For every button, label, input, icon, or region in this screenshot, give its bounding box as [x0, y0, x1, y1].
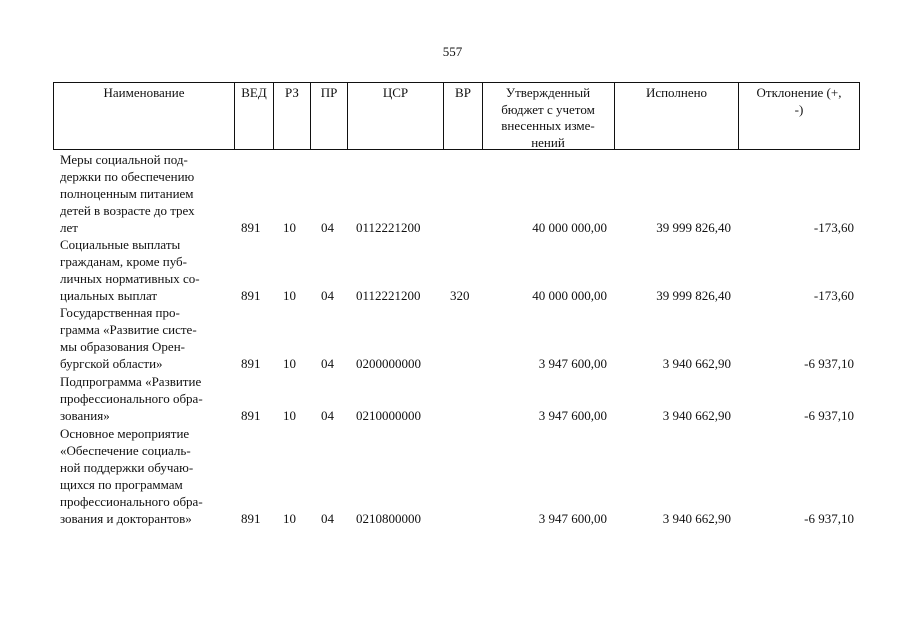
header-deviation: Отклонение (+, -) — [756, 85, 842, 117]
row-name: Социальные выплаты гражданам, кроме пуб- личных нормативных со- циальных выплат — [60, 237, 200, 303]
row-rz: 10 — [283, 288, 296, 303]
row-name: Основное мероприятие «Обеспечение социаль- ной поддержки обучаю- щихся по программам профессионального обра- зования и докторантов» — [60, 426, 203, 526]
row-csr: 0112221200 — [356, 220, 421, 235]
row-deviation: -173,60 — [813, 288, 854, 303]
column-divider — [482, 83, 483, 149]
header-executed: Исполнено — [645, 85, 708, 100]
row-rz: 10 — [283, 220, 296, 235]
row-name: Подпрограмма «Развитие профессионального обра- зования» — [60, 374, 203, 423]
row-executed: 39 999 826,40 — [656, 220, 731, 235]
header-name: Наименование — [103, 85, 185, 100]
table-header — [53, 82, 860, 150]
row-pr: 04 — [321, 511, 334, 526]
row-budget: 3 947 600,00 — [538, 408, 607, 423]
row-deviation: -6 937,10 — [804, 356, 854, 371]
row-csr: 0210800000 — [356, 511, 421, 526]
row-budget: 40 000 000,00 — [532, 220, 607, 235]
header-vr: ВР — [455, 85, 471, 100]
row-budget: 3 947 600,00 — [538, 356, 607, 371]
row-rz: 10 — [283, 511, 296, 526]
row-pr: 04 — [321, 220, 334, 235]
header-ved: ВЕД — [241, 85, 267, 100]
row-pr: 04 — [321, 356, 334, 371]
row-rz: 10 — [283, 408, 296, 423]
header-pr: ПР — [320, 85, 338, 100]
row-executed: 3 940 662,90 — [662, 408, 731, 423]
header-csr: ЦСР — [382, 85, 409, 100]
row-executed: 39 999 826,40 — [656, 288, 731, 303]
row-budget: 3 947 600,00 — [538, 511, 607, 526]
row-ved: 891 — [241, 408, 261, 423]
column-divider — [738, 83, 739, 149]
row-budget: 40 000 000,00 — [532, 288, 607, 303]
row-ved: 891 — [241, 220, 261, 235]
header-budget: Утвержденный бюджет с учетом внесенных изме-нений — [501, 85, 595, 150]
row-ved: 891 — [241, 356, 261, 371]
row-name: Меры социальной под- держки по обеспечению полноценным питанием детей в возрасте до трех лет — [60, 152, 195, 235]
row-pr: 04 — [321, 288, 334, 303]
row-vr: 320 — [450, 288, 470, 303]
row-ved: 891 — [241, 288, 261, 303]
row-csr: 0210000000 — [356, 408, 421, 423]
row-csr: 0112221200 — [356, 288, 421, 303]
row-deviation: -6 937,10 — [804, 408, 854, 423]
row-deviation: -6 937,10 — [804, 511, 854, 526]
row-deviation: -173,60 — [813, 220, 854, 235]
row-executed: 3 940 662,90 — [662, 511, 731, 526]
row-csr: 0200000000 — [356, 356, 421, 371]
row-rz: 10 — [283, 356, 296, 371]
row-name: Государственная про- грамма «Развитие систе- мы образования Орен- бургской области» — [60, 305, 197, 371]
row-executed: 3 940 662,90 — [662, 356, 731, 371]
page-number: 557 — [442, 44, 463, 59]
row-pr: 04 — [321, 408, 334, 423]
row-ved: 891 — [241, 511, 261, 526]
header-rz: РЗ — [285, 85, 299, 100]
